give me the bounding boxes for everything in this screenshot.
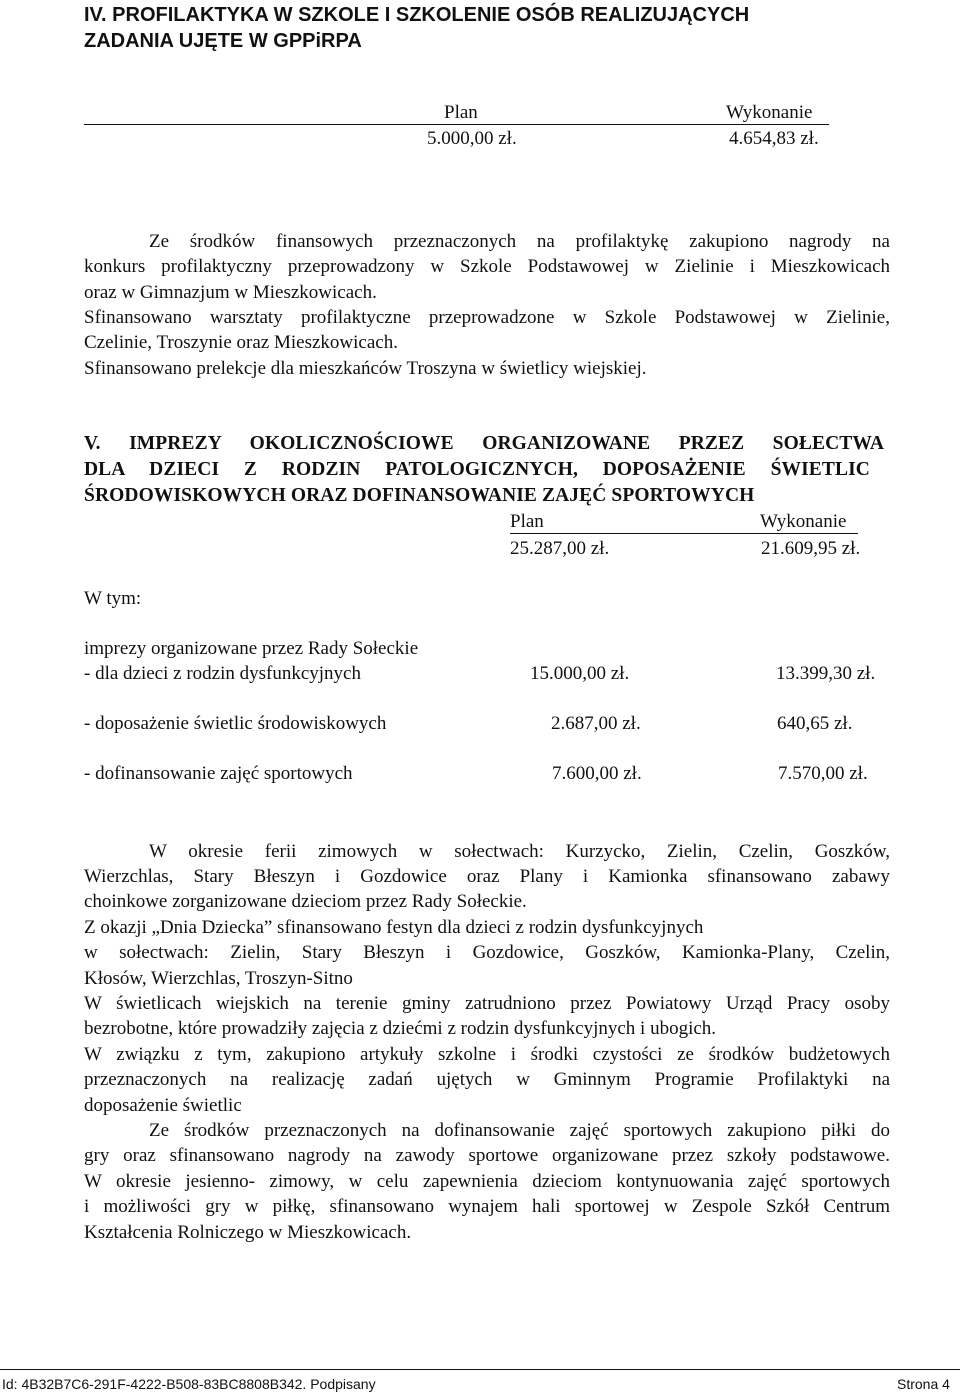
item-exec-value: 7.570,00 zł. — [778, 763, 868, 784]
table-rule — [510, 533, 858, 534]
body-line: doposażenie świetlic — [84, 1095, 242, 1116]
section-4-heading-line-1: IV. PROFILAKTYKA W SZKOLE I SZKOLENIE OSÓB REALIZUJĄCYCH — [84, 4, 750, 26]
body-line: bezrobotne, które prowadziły zajęcia z dziećmi z rodzin dysfunkcyjnych i ubogich. — [84, 1018, 717, 1039]
item-label: - dla dzieci z rodzin dysfunkcyjnych — [84, 663, 361, 684]
section-5-heading-line-2: DLA DZIECI Z RODZIN PATOLOGICZNYCH, DOPOSAŻENIE ŚWIETLIC — [84, 459, 870, 480]
body-line: Kłosów, Wierzchlas, Troszyn-Sitno — [84, 968, 353, 989]
paragraph-line: Czelinie, Troszynie oraz Mieszkowicach. — [84, 332, 398, 353]
item-label: - doposażenie świetlic środowiskowych — [84, 713, 387, 734]
body-line: Ze środków przeznaczonych na dofinansowanie zajęć sportowych zakupiono piłki do — [149, 1120, 890, 1141]
footer-document-id: Id: 4B32B7C6-291F-4222-B508-83BC8808B342. Podpisany — [2, 1376, 376, 1392]
paragraph-line: oraz w Gimnazjum w Mieszkowicach. — [84, 282, 377, 303]
body-line: choinkowe zorganizowane dzieciom przez Rady Sołeckie. — [84, 891, 527, 912]
body-line: Wierzchlas, Stary Błeszyn i Gozdowice oraz Plany i Kamionka sfinansowano zabawy — [84, 866, 890, 887]
item-exec-value: 640,65 zł. — [777, 713, 853, 734]
section-4-heading-line-2: ZADANIA UJĘTE W GPPiRPA — [84, 30, 362, 52]
execution-label: Wykonanie — [726, 102, 813, 123]
body-line: W okresie ferii zimowych w sołectwach: Kurzycko, Zielin, Czelin, Goszków, — [149, 841, 890, 862]
paragraph-line: konkurs profilaktyczny przeprowadzony w Szkole Podstawowej w Zielinie i Mieszkowicach — [84, 256, 890, 277]
body-line: gry oraz sfinansowano nagrody na zawody sportowe organizowane przez szkoły podstawowe. — [84, 1145, 890, 1166]
item-plan-value: 2.687,00 zł. — [551, 713, 641, 734]
paragraph-line: Sfinansowano prelekcje dla mieszkańców Troszyna w świetlicy wiejskiej. — [84, 358, 647, 379]
body-line: i możliwości gry w piłkę, sfinansowano wynajem hali sportowej w Zespole Szkół Centrum — [84, 1196, 890, 1217]
plan-label: Plan — [444, 102, 478, 123]
body-line: W związku z tym, zakupiono artykuły szkolne i środki czystości ze środków budżetowych — [84, 1044, 890, 1065]
footer-divider — [0, 1369, 960, 1370]
plan-label: Plan — [510, 511, 544, 532]
item-label: - dofinansowanie zajęć sportowych — [84, 763, 353, 784]
section-5-heading-line-1: V. IMPREZY OKOLICZNOŚCIOWE ORGANIZOWANE PRZEZ SOŁECTWA — [84, 433, 884, 454]
plan-value: 25.287,00 zł. — [510, 538, 610, 559]
table-rule — [84, 124, 829, 125]
execution-label: Wykonanie — [760, 511, 847, 532]
execution-value: 21.609,95 zł. — [761, 538, 861, 559]
body-line: w sołectwach: Zielin, Stary Błeszyn i Gozdowice, Goszków, Kamionka-Plany, Czelin, — [84, 942, 890, 963]
body-line: W świetlicach wiejskich na terenie gminy zatrudniono przez Powiatowy Urząd Pracy osoby — [84, 993, 890, 1014]
body-line: W okresie jesienno- zimowy, w celu zapewnienia dzieciom kontynuowania zajęć sportowych — [84, 1171, 890, 1192]
footer-page-number: Strona 4 — [897, 1376, 950, 1392]
section-5-heading-line-3: ŚRODOWISKOWYCH ORAZ DOFINANSOWANIE ZAJĘĆ SPORTOWYCH — [84, 485, 755, 506]
w-tym-label: W tym: — [84, 588, 142, 609]
items-intro: imprezy organizowane przez Rady Sołeckie — [84, 638, 419, 659]
item-plan-value: 7.600,00 zł. — [552, 763, 642, 784]
body-line: Z okazji „Dnia Dziecka” sfinansowano festyn dla dzieci z rodzin dysfunkcyjnych — [84, 917, 704, 938]
paragraph-line: Sfinansowano warsztaty profilaktyczne przeprowadzone w Szkole Podstawowej w Zielinie, — [84, 307, 890, 328]
item-plan-value: 15.000,00 zł. — [530, 663, 630, 684]
paragraph-line: Ze środków finansowych przeznaczonych na profilaktykę zakupiono nagrody na — [149, 231, 890, 252]
plan-value: 5.000,00 zł. — [427, 128, 517, 149]
body-line: Kształcenia Rolniczego w Mieszkowicach. — [84, 1222, 412, 1243]
execution-value: 4.654,83 zł. — [729, 128, 819, 149]
body-line: przeznaczonych na realizację zadań ujętych w Gminnym Programie Profilaktyki na — [84, 1069, 890, 1090]
item-exec-value: 13.399,30 zł. — [776, 663, 876, 684]
